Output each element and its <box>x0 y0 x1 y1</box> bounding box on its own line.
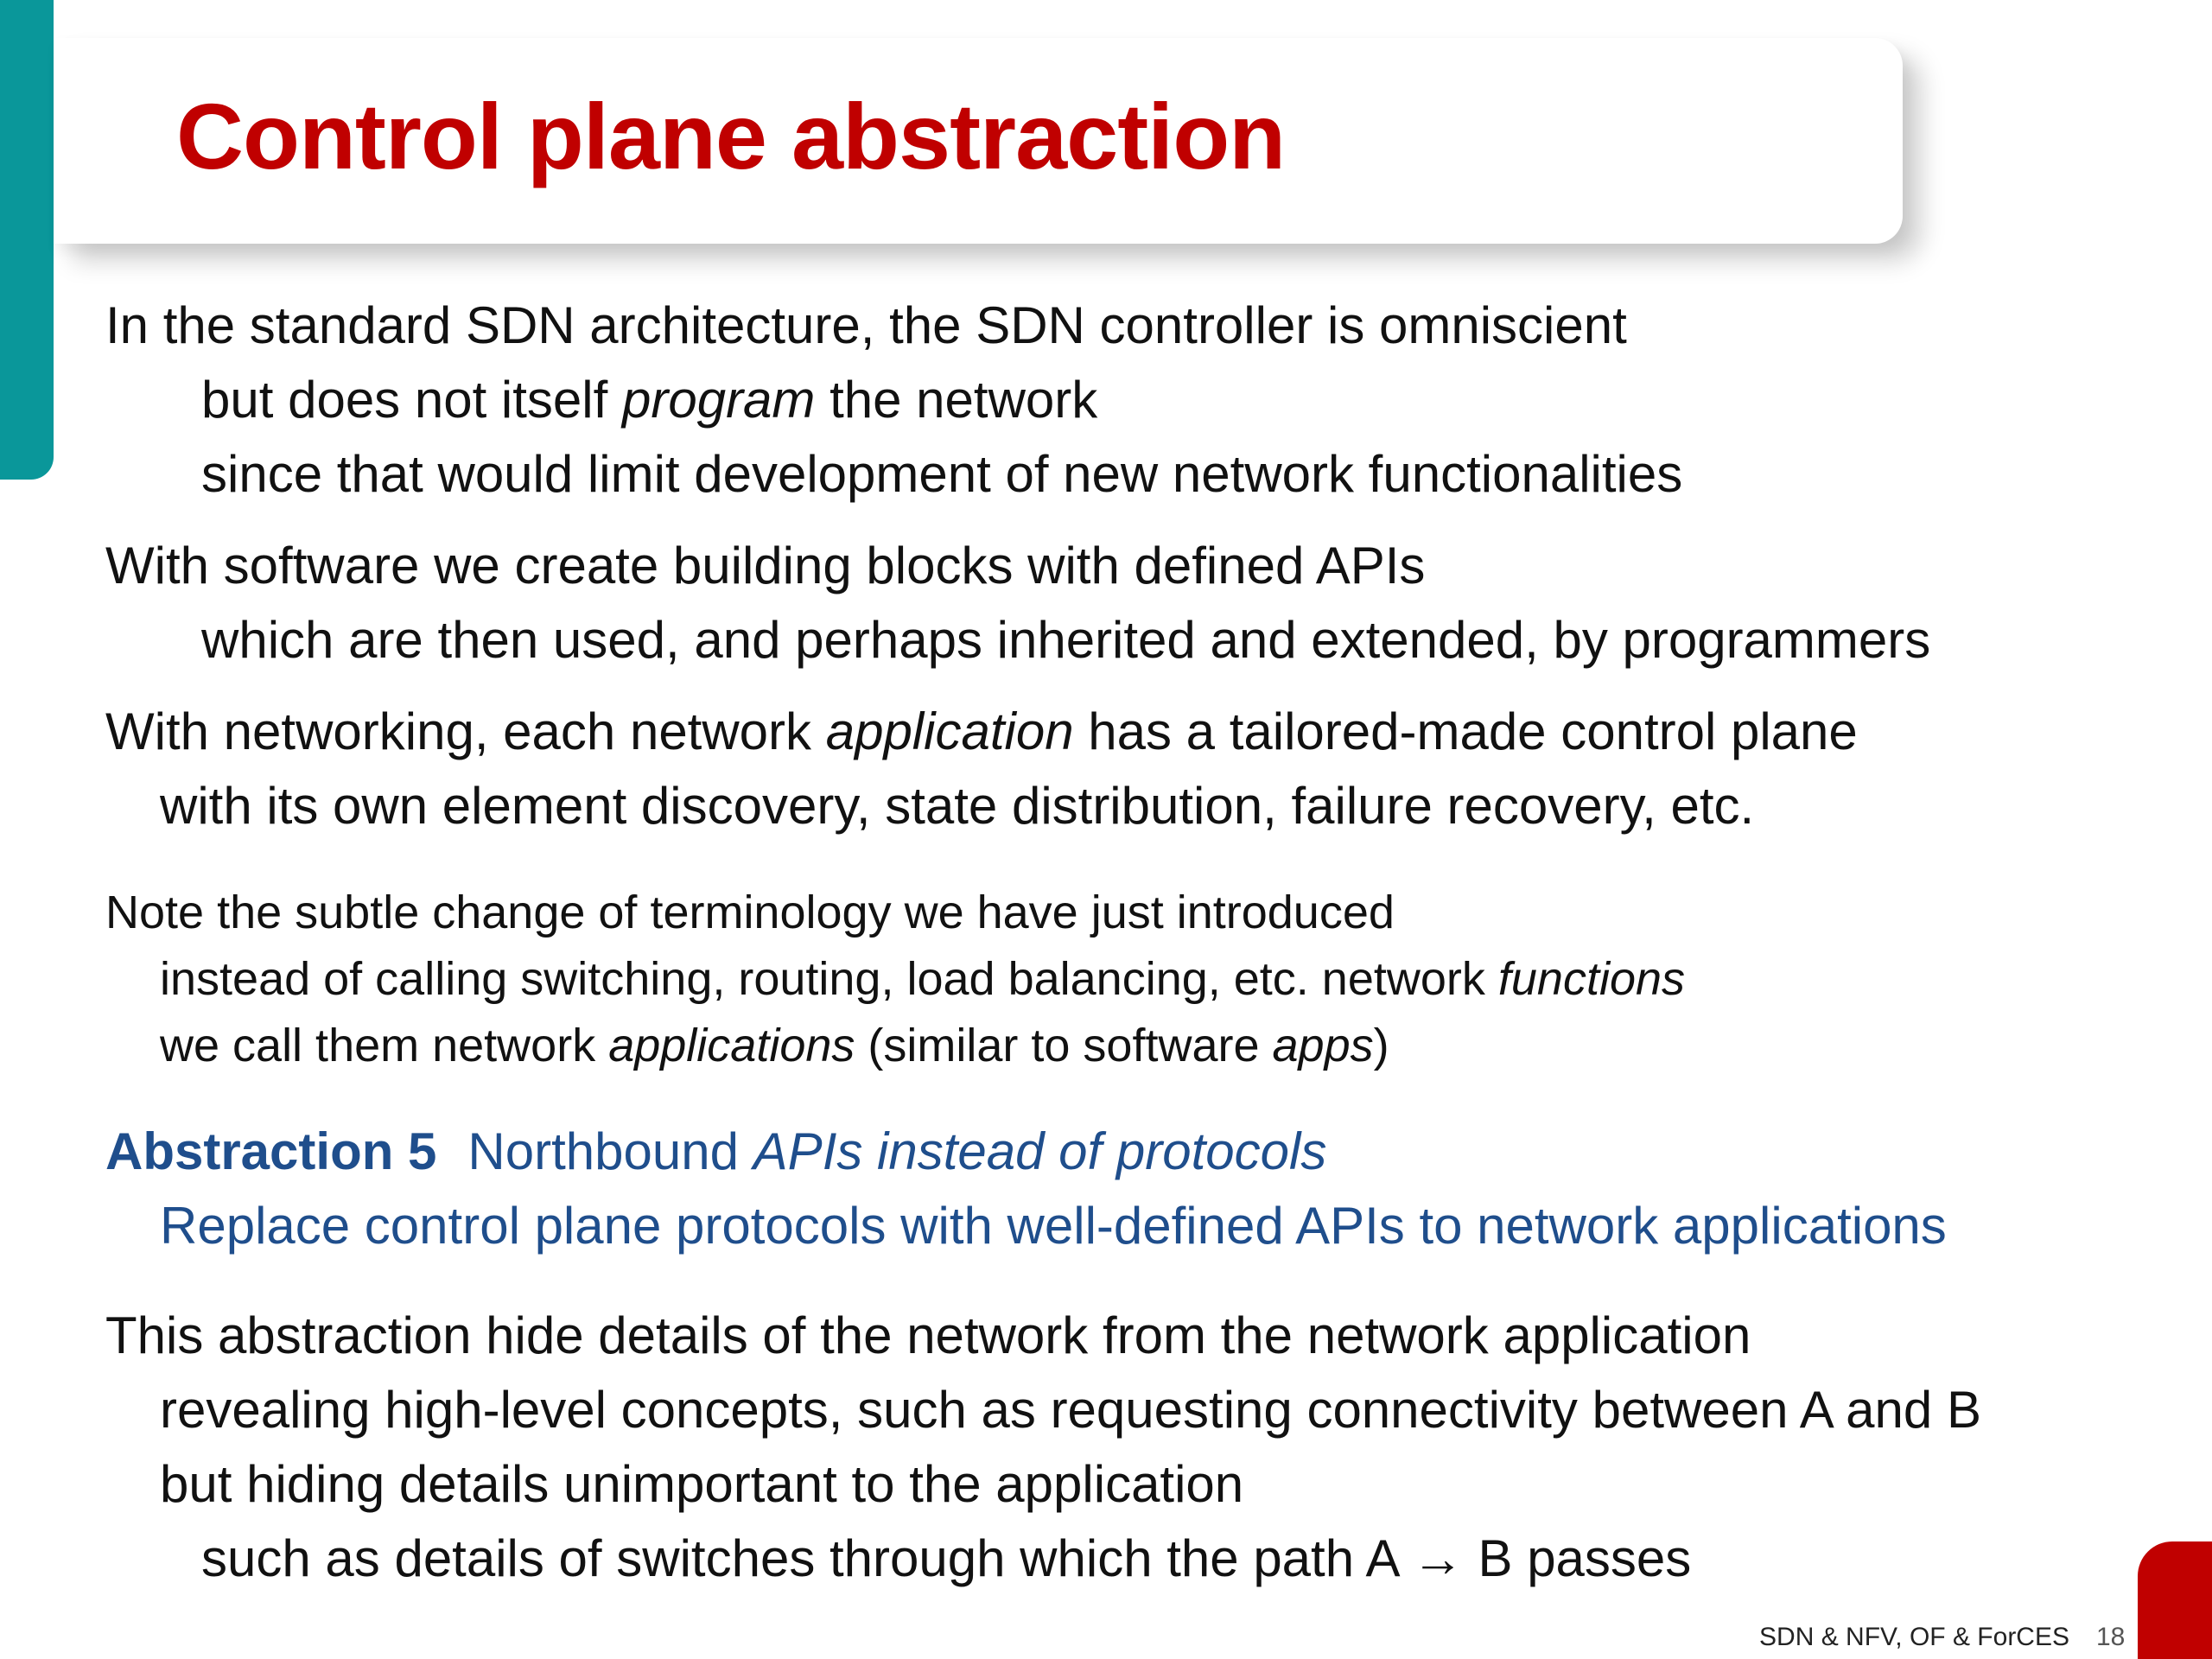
page-number: 18 <box>2096 1623 2126 1651</box>
p4-line-3-text-e: ) <box>1373 1020 1389 1071</box>
p3-line-1-text-c: has a tailored-made control plane <box>1073 702 1858 760</box>
p1-line-2 <box>201 367 1097 433</box>
p5-line-3: but hiding details unimportant to the application <box>160 1455 1244 1513</box>
p4-line-3-emphasis-1: applications <box>608 1020 855 1071</box>
p4-line-2-emphasis: functions <box>1497 953 1686 1005</box>
p1-line-2-text-a: but does not itself <box>201 371 622 429</box>
abstraction-heading <box>105 1119 1326 1185</box>
p3-line-2: with its own element discovery, state distribution, failure recovery, etc. <box>160 777 1755 835</box>
p1-line-2-text-c: the network <box>815 371 1098 429</box>
p4-line-1: Note the subtle change of terminology we have just introduced <box>105 887 1395 938</box>
p4-line-3 <box>160 1016 1389 1075</box>
p4-line-2-text-a: instead of calling switching, routing, load balancing, etc. network <box>160 953 1498 1005</box>
p3-line-1 <box>105 699 1858 765</box>
footer-text: SDN & NFV, OF & ForCES <box>1759 1623 2069 1651</box>
p2-line-1: With software we create building blocks with defined APIs <box>105 537 1426 594</box>
p4-line-3-text-a: we call them network <box>160 1020 609 1071</box>
p4-line-3-text-c: (similar to software <box>855 1020 1273 1071</box>
p3-line-1-text-a: With networking, each network <box>105 702 826 760</box>
p1-line-3: since that would limit development of new network functionalities <box>201 445 1683 503</box>
p5-line-2: revealing high-level concepts, such as requesting connectivity between A and B <box>160 1381 1981 1439</box>
red-corner-accent <box>2138 1541 2212 1659</box>
p5-line-1: This abstraction hide details of the network from the network application <box>105 1306 1751 1364</box>
abstraction-name-a: Northbound <box>467 1122 753 1180</box>
p5-line-4: such as details of switches through which the path A → B passes <box>201 1529 1692 1587</box>
p4-line-3-emphasis-2: apps <box>1272 1020 1374 1071</box>
teal-side-bar <box>0 0 54 480</box>
abstraction-label: Abstraction 5 <box>105 1122 437 1180</box>
abstraction-name-emphasis: APIs instead of protocols <box>753 1122 1327 1180</box>
p2-line-2: which are then used, and perhaps inherited and extended, by programmers <box>201 611 1931 669</box>
p4-line-2 <box>160 950 1685 1008</box>
p3-line-1-emphasis: application <box>825 702 1074 760</box>
slide-title: Control plane abstraction <box>176 84 1286 188</box>
p1-line-1: In the standard SDN architecture, the SDN controller is omniscient <box>105 296 1627 354</box>
p1-line-2-emphasis: program <box>621 371 816 429</box>
abstraction-description: Replace control plane protocols with well-defined APIs to network applications <box>160 1197 1947 1255</box>
